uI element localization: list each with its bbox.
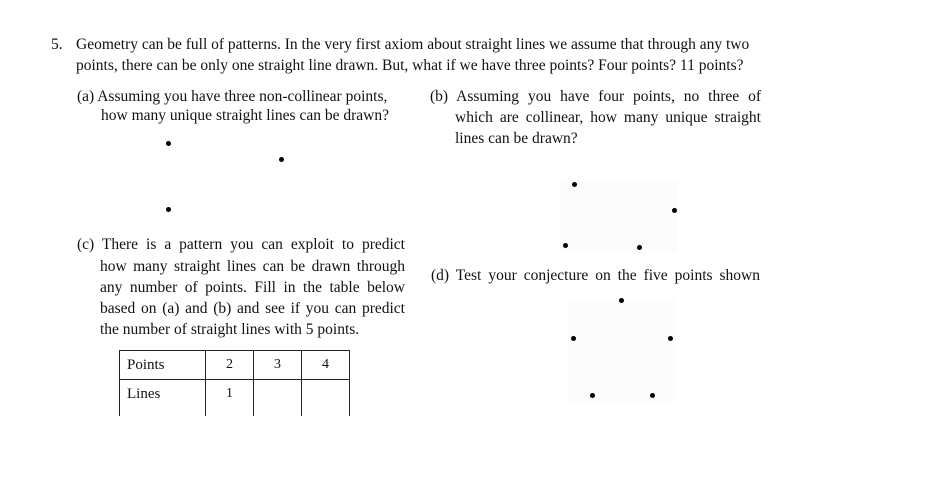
- problem-intro-line-1: Geometry can be full of patterns. In the very first axiom about straight lines we assume that through any two: [76, 36, 750, 53]
- part-c-line-5: the number of straight lines with 5 points.: [100, 321, 360, 338]
- part-c-line-3: any number of points. Fill in the table below: [100, 279, 405, 296]
- table-cell-lines-blank[interactable]: [302, 380, 350, 417]
- table-cell-lines: 1: [206, 380, 254, 417]
- part-b-line-3: lines can be drawn?: [455, 130, 578, 147]
- point: [590, 393, 595, 398]
- part-b-line-2: which are collinear, how many unique straight: [455, 109, 761, 126]
- point: [650, 393, 655, 398]
- point: [672, 208, 677, 213]
- point: [637, 245, 642, 250]
- part-c-line-4: based on (a) and (b) and see if you can predict: [100, 300, 405, 317]
- point: [571, 336, 576, 341]
- problem-intro-line-2: points, there can be only one straight line drawn. But, what if we have three points? Four points? 11 points?: [76, 57, 744, 74]
- point: [166, 207, 171, 212]
- part-c-line-1: (c) There is a pattern you can exploit to predict: [77, 236, 405, 253]
- table-cell-points: 2: [206, 351, 254, 380]
- table-row-label: Points: [120, 351, 206, 380]
- point: [563, 243, 568, 248]
- part-d-line-1: (d) Test your conjecture on the five points shown: [431, 267, 760, 284]
- table-cell-lines-blank[interactable]: [254, 380, 302, 417]
- table-cell-points: 3: [254, 351, 302, 380]
- point: [619, 298, 624, 303]
- point: [572, 182, 577, 187]
- part-c-line-2: how many straight lines can be drawn through: [100, 258, 405, 275]
- point: [279, 157, 284, 162]
- table-cell-points: 4: [302, 351, 350, 380]
- point-area-background: [560, 182, 678, 254]
- problem-number: 5.: [51, 36, 63, 53]
- table-row-lines: [120, 380, 350, 417]
- part-a-line-1: (a) Assuming you have three non-collinear points,: [77, 88, 388, 105]
- point: [166, 141, 171, 146]
- part-b-line-1: (b) Assuming you have four points, no three of: [430, 88, 761, 105]
- table-row-label: Lines: [120, 380, 206, 417]
- point: [668, 336, 673, 341]
- table-row-points: [120, 351, 350, 380]
- part-a-line-2: how many unique straight lines can be drawn?: [101, 107, 389, 124]
- point-area-background: [568, 298, 676, 402]
- points-lines-table: [119, 350, 350, 416]
